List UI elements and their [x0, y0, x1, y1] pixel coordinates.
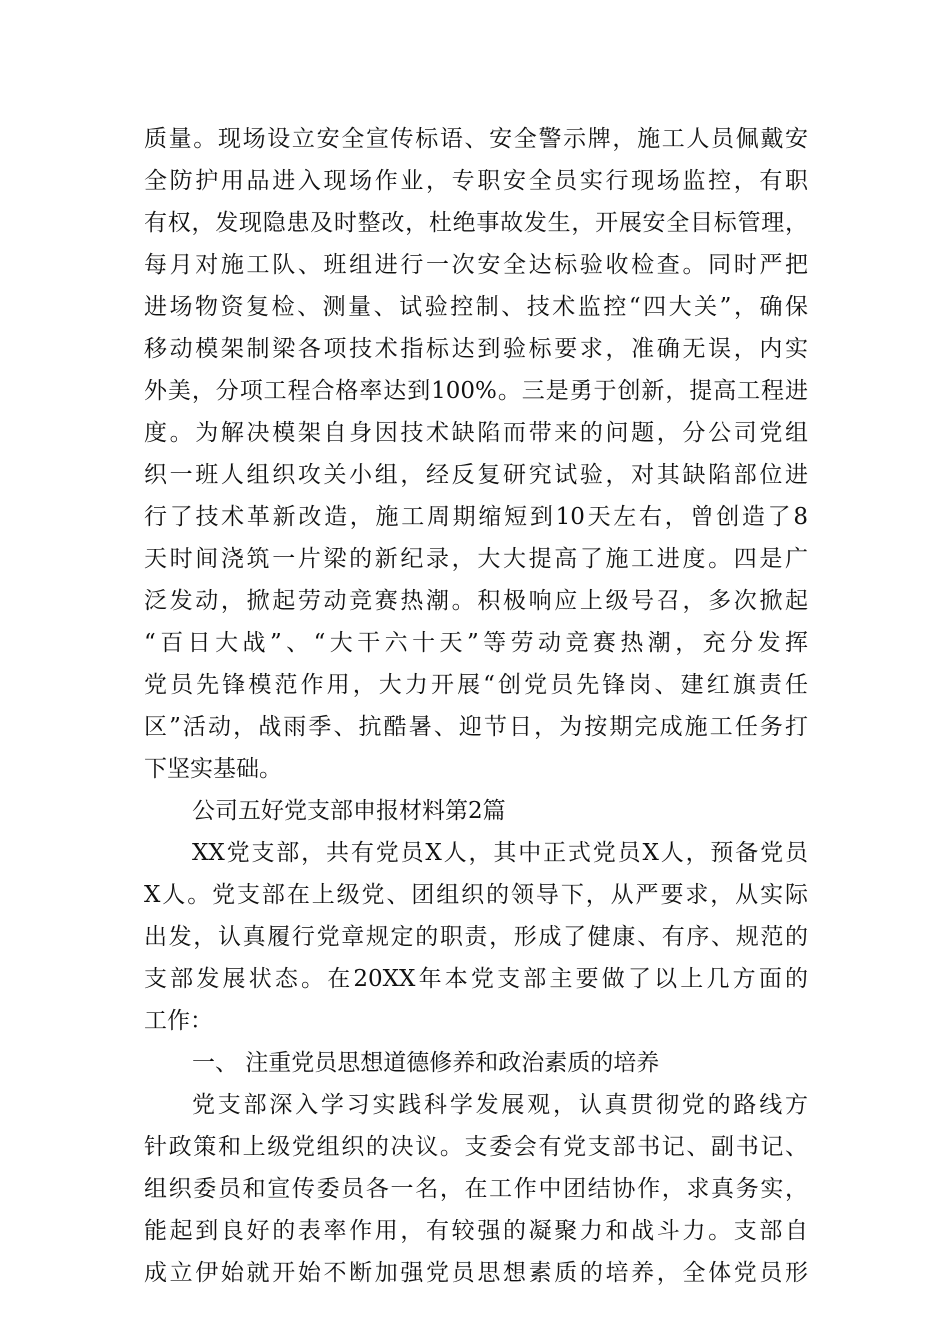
paragraph-3-line: 针政策和上级党组织的决议。支委会有党支部书记、副书记、 [144, 1134, 808, 1160]
paragraph-3-line: 成立伊始就开始不断加强党员思想素质的培养，全体党员形 [144, 1260, 808, 1286]
paragraph-2-line: 出发，认真履行党章规定的职责，形成了健康、有序、规范的 [144, 924, 808, 950]
paragraph-1-line: 有权，发现隐患及时整改，杜绝事故发生，开展安全目标管理， [144, 210, 808, 236]
paragraph-1-line: 织一班人组织攻关小组，经反复研究试验，对其缺陷部位进 [144, 462, 808, 488]
paragraph-3-line: 党支部深入学习实践科学发展观，认真贯彻党的路线方 [192, 1092, 808, 1118]
paragraph-1-line: 泛发动，掀起劳动竞赛热潮。积极响应上级号召，多次掀起 [144, 588, 808, 614]
paragraph-1-line: 外美，分项工程合格率达到100%。三是勇于创新，提高工程进 [144, 378, 808, 404]
paragraph-1-line: “百日大战”、“大干六十天”等劳动竞赛热潮，充分发挥 [144, 630, 808, 656]
paragraph-1-line: 进场物资复检、测量、试验控制、技术监控“四大关”，确保 [144, 294, 808, 320]
paragraph-2-line: X人。党支部在上级党、团组织的领导下，从严要求，从实际 [144, 882, 808, 908]
paragraph-1-line: 质量。现场设立安全宣传标语、安全警示牌，施工人员佩戴安 [144, 126, 808, 152]
paragraph-1-line: 区”活动，战雨季、抗酷暑、迎节日，为按期完成施工任务打 [144, 714, 808, 740]
heading-1: 一、 注重党员思想道德修养和政治素质的培养 [192, 1050, 660, 1076]
paragraph-2-line: XX党支部，共有党员X人，其中正式党员X人，预备党员 [192, 840, 808, 866]
paragraph-1-line: 党员先锋模范作用，大力开展“创党员先锋岗、建红旗责任 [144, 672, 808, 698]
section-title: 公司五好党支部申报材料第2篇 [192, 798, 506, 824]
paragraph-1-line: 下坚实基础。 [144, 756, 282, 782]
paragraph-1-line: 全防护用品进入现场作业，专职安全员实行现场监控，有职 [144, 168, 808, 194]
paragraph-1-line: 每月对施工队、班组进行一次安全达标验收检查。同时严把 [144, 252, 808, 278]
paragraph-1-line: 移动模架制梁各项技术指标达到验标要求，准确无误，内实 [144, 336, 808, 362]
paragraph-2-line: 支部发展状态。在20XX年本党支部主要做了以上几方面的 [144, 966, 808, 992]
paragraph-3-line: 组织委员和宣传委员各一名，在工作中团结协作，求真务实， [144, 1176, 808, 1202]
paragraph-2-line: 工作： [144, 1008, 213, 1034]
paragraph-1-line: 度。为解决模架自身因技术缺陷而带来的问题，分公司党组 [144, 420, 808, 446]
document-body [144, 118, 808, 1294]
paragraph-3-line: 能起到良好的表率作用，有较强的凝聚力和战斗力。支部自 [144, 1218, 808, 1244]
paragraph-1-line: 行了技术革新改造，施工周期缩短到10天左右，曾创造了8 [144, 504, 808, 530]
paragraph-1-line: 天时间浇筑一片梁的新纪录，大大提高了施工进度。四是广 [144, 546, 808, 572]
